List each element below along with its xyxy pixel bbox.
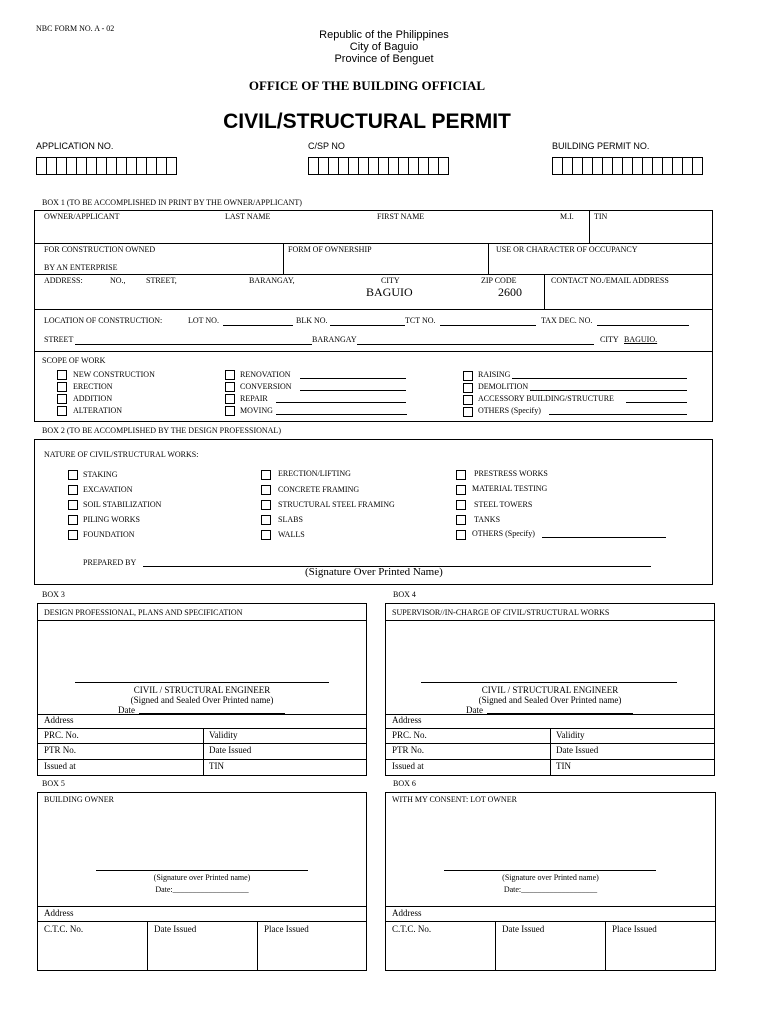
scope-new-construction: NEW CONSTRUCTION [73,370,155,379]
scope-repair: REPAIR [240,394,268,403]
checkbox-foundation[interactable] [68,530,78,540]
renovation-field[interactable] [300,378,406,379]
box5-title: BUILDING OWNER [44,795,114,804]
box3-tin: TIN [209,761,224,771]
scope-erection: ERECTION [73,382,113,391]
box3-issued-at: Issued at [44,761,76,771]
building-permit-no-label: BUILDING PERMIT NO. [552,141,650,151]
zip-value: 2600 [498,285,522,299]
box2-title: BOX 2 (TO BE ACCOMPLISHED BY THE DESIGN PROFESSIONAL) [42,426,281,435]
work-structural-steel-framing: STRUCTURAL STEEL FRAMING [278,500,395,509]
header-block [0,29,768,65]
blk-no-field[interactable] [330,325,405,326]
box6-signature-line[interactable] [444,870,656,871]
checkbox-soil-stabilization[interactable] [68,500,78,510]
box3-date-label: Date [118,705,135,715]
contact-label: CONTACT NO./EMAIL ADDRESS [551,276,669,285]
barangay-field[interactable] [357,344,594,345]
scope-moving: MOVING [240,406,273,415]
tct-no-label: TCT NO. [405,316,436,325]
address-label: ADDRESS: [44,276,83,285]
city2-value: BAGUIO. [624,335,658,344]
checkbox-repair[interactable] [225,394,235,404]
work-others: OTHERS (Specify) [472,529,535,538]
checkbox-erection[interactable] [57,382,67,392]
box4-date-issued: Date Issued [556,745,599,755]
box4-date-label: Date [466,705,483,715]
address-city-label: CITY [381,276,400,285]
checkbox-renovation[interactable] [225,370,235,380]
mi-label: M.I. [560,212,574,221]
work-staking: STAKING [83,470,118,479]
box6-ctc: C.T.C. No. [392,924,432,934]
box5-address: Address [44,908,74,918]
republic-line: Republic of the Philippines [319,29,449,41]
checkbox-moving[interactable] [225,406,235,416]
work-prestress-works: PRESTRESS WORKS [474,469,548,478]
blk-no-label: BLK NO. [296,316,328,325]
box6-label: BOX 6 [393,779,416,788]
box3-label: BOX 3 [42,590,65,599]
scope-alteration: ALTERATION [73,406,123,415]
scope-raising: RAISING [478,370,511,379]
use-occupancy-label: USE OR CHARACTER OF OCCUPANCY [496,245,638,254]
box5-date[interactable]: Date:___________________ [155,885,249,894]
checkbox-erection-lifting[interactable] [261,470,271,480]
checkbox-structural-steel-framing[interactable] [261,500,271,510]
checkbox-staking[interactable] [68,470,78,480]
box3-date-issued: Date Issued [209,745,252,755]
tin-label: TIN [594,212,608,221]
scope-others: OTHERS (Specify) [478,406,541,415]
city2-label: CITY [600,335,619,344]
checkbox-steel-towers[interactable] [456,500,466,510]
zip-label: ZIP CODE [481,276,517,285]
work-excavation: EXCAVATION [83,485,133,494]
box6-date[interactable]: Date:___________________ [503,885,598,894]
box4-address: Address [392,715,422,725]
checkbox-concrete-framing[interactable] [261,485,271,495]
construction-owned-label: FOR CONSTRUCTION OWNED [44,245,156,254]
checkbox-demolition[interactable] [463,383,473,393]
box5-date-issued: Date Issued [154,924,197,934]
box5-signature-line[interactable] [96,870,308,871]
box6-title: WITH MY CONSENT: LOT OWNER [392,795,517,804]
box3-signature-line[interactable] [75,682,329,683]
work-piling-works: PILING WORKS [83,515,140,524]
first-name-label: FIRST NAME [377,212,425,221]
owner-label: OWNER/APPLICANT [44,212,120,221]
checkbox-others-works[interactable] [456,530,466,540]
scope-conversion: CONVERSION [240,382,292,391]
province-line: Province of Benguet [334,53,434,65]
box3-title: DESIGN PROFESSIONAL, PLANS AND SPECIFICATION [44,608,243,617]
address-no-label: NO., [110,276,126,285]
box3-role: CIVIL / STRUCTURAL ENGINEER [133,685,271,695]
street-field[interactable] [75,344,312,345]
box4-ptr: PTR No. [392,745,425,755]
office-title: OFFICE OF THE BUILDING OFFICIAL [248,78,486,93]
others-scope-field[interactable] [549,414,687,415]
box4-prc: PRC. No. [392,730,427,740]
box3-address: Address [44,715,74,725]
work-material-testing: MATERIAL TESTING [472,484,548,493]
checkbox-raising[interactable] [463,371,473,381]
box4-label: BOX 4 [393,590,416,599]
page-title: CIVIL/STRUCTURAL PERMIT [223,110,511,133]
checkbox-tanks[interactable] [456,515,466,525]
raising-field[interactable] [512,378,687,379]
prepared-by-label: PREPARED BY [83,558,137,567]
box3-prc: PRC. No. [44,730,79,740]
repair-field[interactable] [276,402,406,403]
checkbox-alteration[interactable] [57,406,67,416]
scope-title: SCOPE OF WORK [42,356,106,365]
city-line: City of Baguio [349,41,419,53]
moving-field[interactable] [276,414,407,415]
form-number: NBC FORM NO. A - 02 [36,24,115,33]
barangay-label: BARANGAY [312,335,357,344]
box6-place-issued: Place Issued [612,924,657,934]
box1-title: BOX 1 (TO BE ACCOMPLISHED IN PRINT BY THE OWNER/APPLICANT) [42,198,302,207]
box5-place-issued: Place Issued [264,924,309,934]
box4-tin: TIN [556,761,571,771]
work-tanks: TANKS [474,515,501,524]
csp-no-label: C/SP NO [308,141,345,151]
application-no-label: APPLICATION NO. [36,141,114,151]
box6-signed: (Signature over Printed name) [502,873,599,882]
lot-no-label: LOT NO. [188,316,219,325]
box3-ptr: PTR No. [44,745,77,755]
work-concrete-framing: CONCRETE FRAMING [278,485,360,494]
work-foundation: FOUNDATION [83,530,135,539]
tax-dec-field[interactable] [597,325,689,326]
checkbox-piling-works[interactable] [68,515,78,525]
checkbox-prestress-works[interactable] [456,470,466,480]
building-permit-no-field[interactable] [552,157,702,175]
work-steel-towers: STEEL TOWERS [474,500,533,509]
checkbox-walls[interactable] [261,530,271,540]
checkbox-new-construction[interactable] [57,370,67,380]
box4-signed: (Signed and Sealed Over Printed name) [478,695,622,705]
box4-title: SUPERVISOR//IN-CHARGE OF CIVIL/STRUCTURAL WORKS [392,608,610,617]
nature-title: NATURE OF CIVIL/STRUCTURAL WORKS: [44,450,199,459]
address-street-label: STREET, [146,276,177,285]
box4-validity: Validity [556,730,585,740]
location-label: LOCATION OF CONSTRUCTION: [44,316,163,325]
scope-demolition: DEMOLITION [478,382,529,391]
by-enterprise-label: BY AN ENTERPRISE [44,263,118,272]
form-of-ownership-label: FORM OF OWNERSHIP [288,245,372,254]
csp-no-field[interactable] [308,157,448,175]
checkbox-others-scope[interactable] [463,407,473,417]
signature-caption: (Signature Over Printed Name) [305,566,443,578]
work-erection-lifting: ERECTION/LIFTING [278,469,351,478]
box4-issued-at: Issued at [392,761,424,771]
box4-signature-line[interactable] [421,682,677,683]
tax-dec-label: TAX DEC. NO. [541,316,593,325]
demolition-field[interactable] [530,390,687,391]
last-name-label: LAST NAME [225,212,271,221]
lot-no-field[interactable] [223,325,293,326]
box6-date-issued: Date Issued [502,924,545,934]
others-works-field[interactable] [542,537,666,538]
scope-renovation: RENOVATION [240,370,291,379]
application-no-field[interactable] [36,157,176,175]
checkbox-excavation[interactable] [68,485,78,495]
box5-label: BOX 5 [42,779,65,788]
street-label: STREET [44,335,74,344]
accessory-field[interactable] [626,402,687,403]
box5-signed: (Signature over Printed name) [153,873,251,882]
conversion-field[interactable] [300,390,406,391]
checkbox-conversion[interactable] [225,382,235,392]
box5-ctc: C.T.C. No. [44,924,84,934]
box6-address: Address [392,908,422,918]
work-walls: WALLS [278,530,305,539]
checkbox-material-testing[interactable] [456,485,466,495]
box4-date-field[interactable] [487,713,633,714]
checkbox-accessory[interactable] [463,395,473,405]
address-city-value: BAGUIO [366,285,413,299]
scope-accessory: ACCESSORY BUILDING/STRUCTURE [478,394,614,403]
scope-addition: ADDITION [73,394,113,403]
box3-signed: (Signed and Sealed Over Printed name) [130,695,274,705]
work-soil-stabilization: SOIL STABILIZATION [83,500,162,509]
checkbox-addition[interactable] [57,394,67,404]
address-barangay-label: BARANGAY, [249,276,295,285]
box4-role: CIVIL / STRUCTURAL ENGINEER [481,685,619,695]
box3-validity: Validity [209,730,238,740]
work-slabs: SLABS [278,515,303,524]
box3-date-field[interactable] [139,713,285,714]
tct-no-field[interactable] [440,325,536,326]
checkbox-slabs[interactable] [261,515,271,525]
